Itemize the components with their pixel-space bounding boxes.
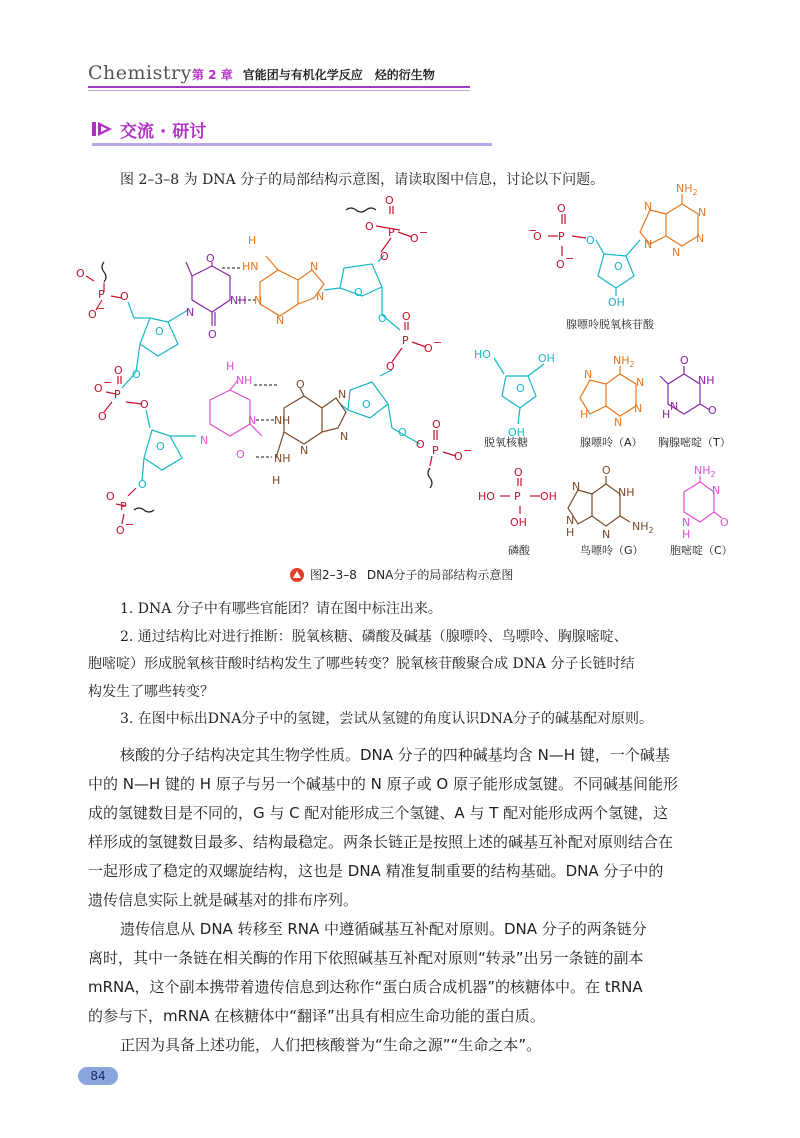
atom-label: $NH_2$ [694, 464, 716, 479]
atom-label: O [386, 360, 395, 373]
body-line: 的参与下，mRNA 在核糖体中“翻译”出具有相应生命功能的蛋白质。 [88, 1007, 545, 1025]
brand-title: Chemistry [88, 62, 192, 84]
atom-label: − [103, 376, 113, 389]
atom-label: O [380, 250, 389, 263]
body-line: 正因为具备上述功能，人们把核酸誉为“生命之源”“生命之本”。 [120, 1036, 542, 1054]
atom-label: H [248, 234, 257, 247]
atom-label: N [186, 306, 195, 319]
atom-label: O [454, 450, 463, 463]
atom-label: OH [510, 516, 527, 529]
body-line: 成的氢键数目是不同的，G 与 C 配对能形成三个氢键、A 与 T 配对能形成两个氢键，这 [88, 804, 669, 822]
atom-label: P [388, 226, 395, 239]
atom-label: O [533, 230, 542, 243]
atom-label: $NH_2$ [632, 520, 654, 535]
atom-label: N [712, 484, 721, 497]
atom-label: O [88, 308, 97, 321]
atom-label: O [132, 368, 141, 381]
atom-label: O [586, 234, 595, 247]
atom-label: H [282, 414, 291, 427]
atom-label: OH [508, 426, 525, 439]
question-2-end: 构发生了哪些转变？ [88, 684, 214, 700]
label-adenine: 腺嘌呤（A） [580, 436, 643, 449]
atom-label: N [672, 246, 681, 259]
atom-label: N [644, 200, 653, 213]
atom-label: − [125, 518, 135, 531]
atom-label: N [614, 416, 623, 429]
atom-label: O [432, 418, 441, 431]
atom-label: OH [538, 352, 555, 365]
caption-text: DNA分子的局部结构示意图 [366, 568, 514, 582]
atom-label: N [584, 368, 593, 381]
atom-label: N [698, 206, 707, 219]
atom-label: NH [698, 374, 715, 387]
atom-label: O [516, 382, 525, 395]
atom-label: P [514, 490, 521, 503]
question-2-cont: 胞嘧啶）形成脱氧核苷酸时结构发生了哪些转变？脱氧核苷酸聚合成 DNA 分子长链时结 [88, 656, 635, 672]
atom-label: O [680, 354, 689, 367]
atom-label: N [248, 414, 257, 427]
atom-label: H [662, 408, 671, 421]
atom-label: NH [274, 452, 291, 465]
atom-label: $NH_2$ [676, 182, 698, 197]
atom-label: − [528, 224, 538, 237]
atom-label: O [206, 252, 215, 265]
atom-label: O [114, 364, 123, 377]
chapter-subtitle: 烃的衍生物 [374, 68, 435, 82]
cytosine-ring [210, 380, 262, 436]
atom-label: O [76, 267, 85, 280]
atom-label: P [402, 334, 409, 347]
atom-label: O [116, 524, 125, 537]
atom-label: O [385, 194, 394, 207]
atom-label: P [558, 230, 565, 243]
atom-label: N [316, 290, 325, 303]
atom-label: O [557, 202, 566, 215]
page-number: 84 [78, 1067, 118, 1085]
atom-label: O [402, 310, 411, 323]
section-title: 交流 · 研讨 [120, 121, 207, 142]
atom-label: N [276, 314, 285, 327]
atom-label: H [580, 408, 589, 421]
atom-label: O [514, 466, 523, 479]
atom-label: − [433, 336, 443, 349]
body-line: 遗传信息实际上就是碱基对的排布序列。 [88, 891, 359, 909]
atom-label: $NH_2$ [613, 354, 635, 369]
figure-caption [290, 566, 513, 583]
atom-label: N [696, 232, 705, 245]
atom-label: N [274, 414, 283, 427]
atom-label: OH [540, 490, 557, 503]
atom-label: O [720, 516, 729, 529]
atom-label: − [565, 252, 575, 265]
atom-label: P [432, 444, 439, 457]
atom-label: N [200, 434, 209, 447]
label-guanine: 鸟嘌呤（G） [580, 544, 644, 557]
atom-label: O [208, 328, 217, 341]
atom-label: O [365, 220, 374, 233]
atom-label: O [120, 290, 129, 303]
atom-label: O [354, 286, 363, 299]
atom-label: NH [618, 486, 635, 499]
atom-label: O [602, 464, 611, 477]
sugar-lower-right [340, 370, 420, 444]
atom-label: H [226, 360, 235, 373]
atom-label: O [708, 404, 717, 417]
body-line: mRNA，这个副本携带着遗传信息到达称作“蛋白质合成机器”的核糖体中。在 tRNA [88, 978, 643, 996]
atom-label: N [300, 444, 309, 457]
question-1: 1. DNA 分子中有哪些官能团？请在图中标注出来。 [120, 601, 442, 617]
atom-label: O [556, 258, 565, 271]
label-deoxyribose: 脱氧核糖 [484, 436, 528, 449]
atom-label: − [96, 302, 106, 315]
atom-label: O [138, 478, 147, 491]
label-thymine: 胸腺嘧啶（T） [658, 436, 731, 449]
caption-triangle-icon [290, 568, 304, 582]
atom-label: H [682, 528, 691, 541]
atom-label: N [670, 400, 679, 413]
atom-label: N [338, 388, 347, 401]
atom-label: O [398, 426, 407, 439]
question-2: 2. 通过结构比对进行推断：脱氧核糖、磷酸及碱基（腺嘌呤、鸟嘌呤、胸腺嘧啶、 [120, 629, 628, 645]
atom-label: OH [608, 296, 625, 309]
atom-label: N [636, 376, 645, 389]
body-line: 一起形成了稳定的双螺旋结构，这也是 DNA 精准复制重要的结构基础。DNA 分子中的 [88, 862, 664, 880]
atom-label: NH [230, 294, 247, 307]
atom-label: O [106, 490, 115, 503]
atom-label: H [566, 526, 575, 539]
atom-label: N [236, 374, 245, 387]
atom-label: P [120, 500, 127, 513]
phosphate-top [346, 206, 412, 252]
body-line: 样形成的氢键数目最多、结构最稳定。两条长链正是按照上述的碱基互补配对原则结合在 [88, 833, 674, 851]
atom-label: H [244, 374, 253, 387]
atom-label: HO [478, 490, 495, 503]
damp-structure [548, 194, 698, 296]
phosphate-bottom-right [428, 430, 456, 488]
body-line: 离时，其中一条链在相关酶的作用下依照碱基互补配对原则“转录”出另一条链的副本 [88, 949, 644, 967]
atom-label: − [463, 444, 473, 457]
atom-label: O [98, 410, 107, 423]
atom-label: N [634, 402, 643, 415]
atom-label: N [340, 430, 349, 443]
atom-label: O [94, 382, 103, 395]
atom-label: N [644, 238, 653, 251]
body-line: 遗传信息从 DNA 转移至 RNA 中遵循碱基互补配对原则。DNA 分子的两条链分 [120, 920, 647, 938]
intro-text: 图 2–3–8 为 DNA 分子的局部结构示意图，请读取图中信息，讨论以下问题。 [120, 172, 605, 188]
atom-label: O [236, 448, 245, 461]
atom-label: N [682, 516, 691, 529]
caption-number: 图2–3–8 [310, 568, 357, 582]
atom-label: O [155, 325, 164, 338]
atom-label: − [419, 226, 429, 239]
chapter-title: 官能团与有机化学反应 [242, 68, 363, 82]
body-line: 核酸的分子结构决定其生物学性质。DNA 分子的四种碱基均含 N—H 键，一个碱基 [120, 746, 670, 764]
label-phosphoric-acid: 磷酸 [508, 544, 530, 557]
atom-label: N [566, 514, 575, 527]
question-3: 3. 在图中标出DNA分子中的氢键，尝试从氢键的角度认识DNA分子的碱基配对原则。 [120, 711, 653, 727]
atom-label: O [362, 398, 371, 411]
atom-label: P [98, 288, 105, 301]
atom-label: N [254, 294, 263, 307]
atom-label: O [416, 438, 425, 451]
atom-label: N [572, 480, 581, 493]
body-line: 中的 N—H 键的 H 原子与另一个碱基中的 N 原子或 O 原子能形成氢键。不同碱基间能形 [88, 775, 678, 793]
sugar-lower-left [142, 410, 196, 480]
atom-label: P [114, 388, 121, 401]
atom-label: HO [474, 348, 491, 361]
chapter-number: 第 2 章 [192, 68, 233, 82]
atom-label: O [296, 378, 305, 391]
atom-label: O [614, 260, 623, 273]
atom-label: HN [242, 260, 259, 273]
label-damp: 腺嘌呤脱氧核苷酸 [566, 318, 654, 331]
atom-label: O [140, 398, 149, 411]
label-cytosine: 胞嘧啶（C） [670, 544, 733, 557]
atom-label: O [378, 312, 387, 325]
atom-label: O [410, 232, 419, 245]
atom-label: H [272, 474, 281, 487]
atom-label: O [424, 342, 433, 355]
atom-label: N [602, 528, 611, 541]
atom-label: N [310, 260, 319, 273]
atom-label: O [156, 440, 165, 453]
